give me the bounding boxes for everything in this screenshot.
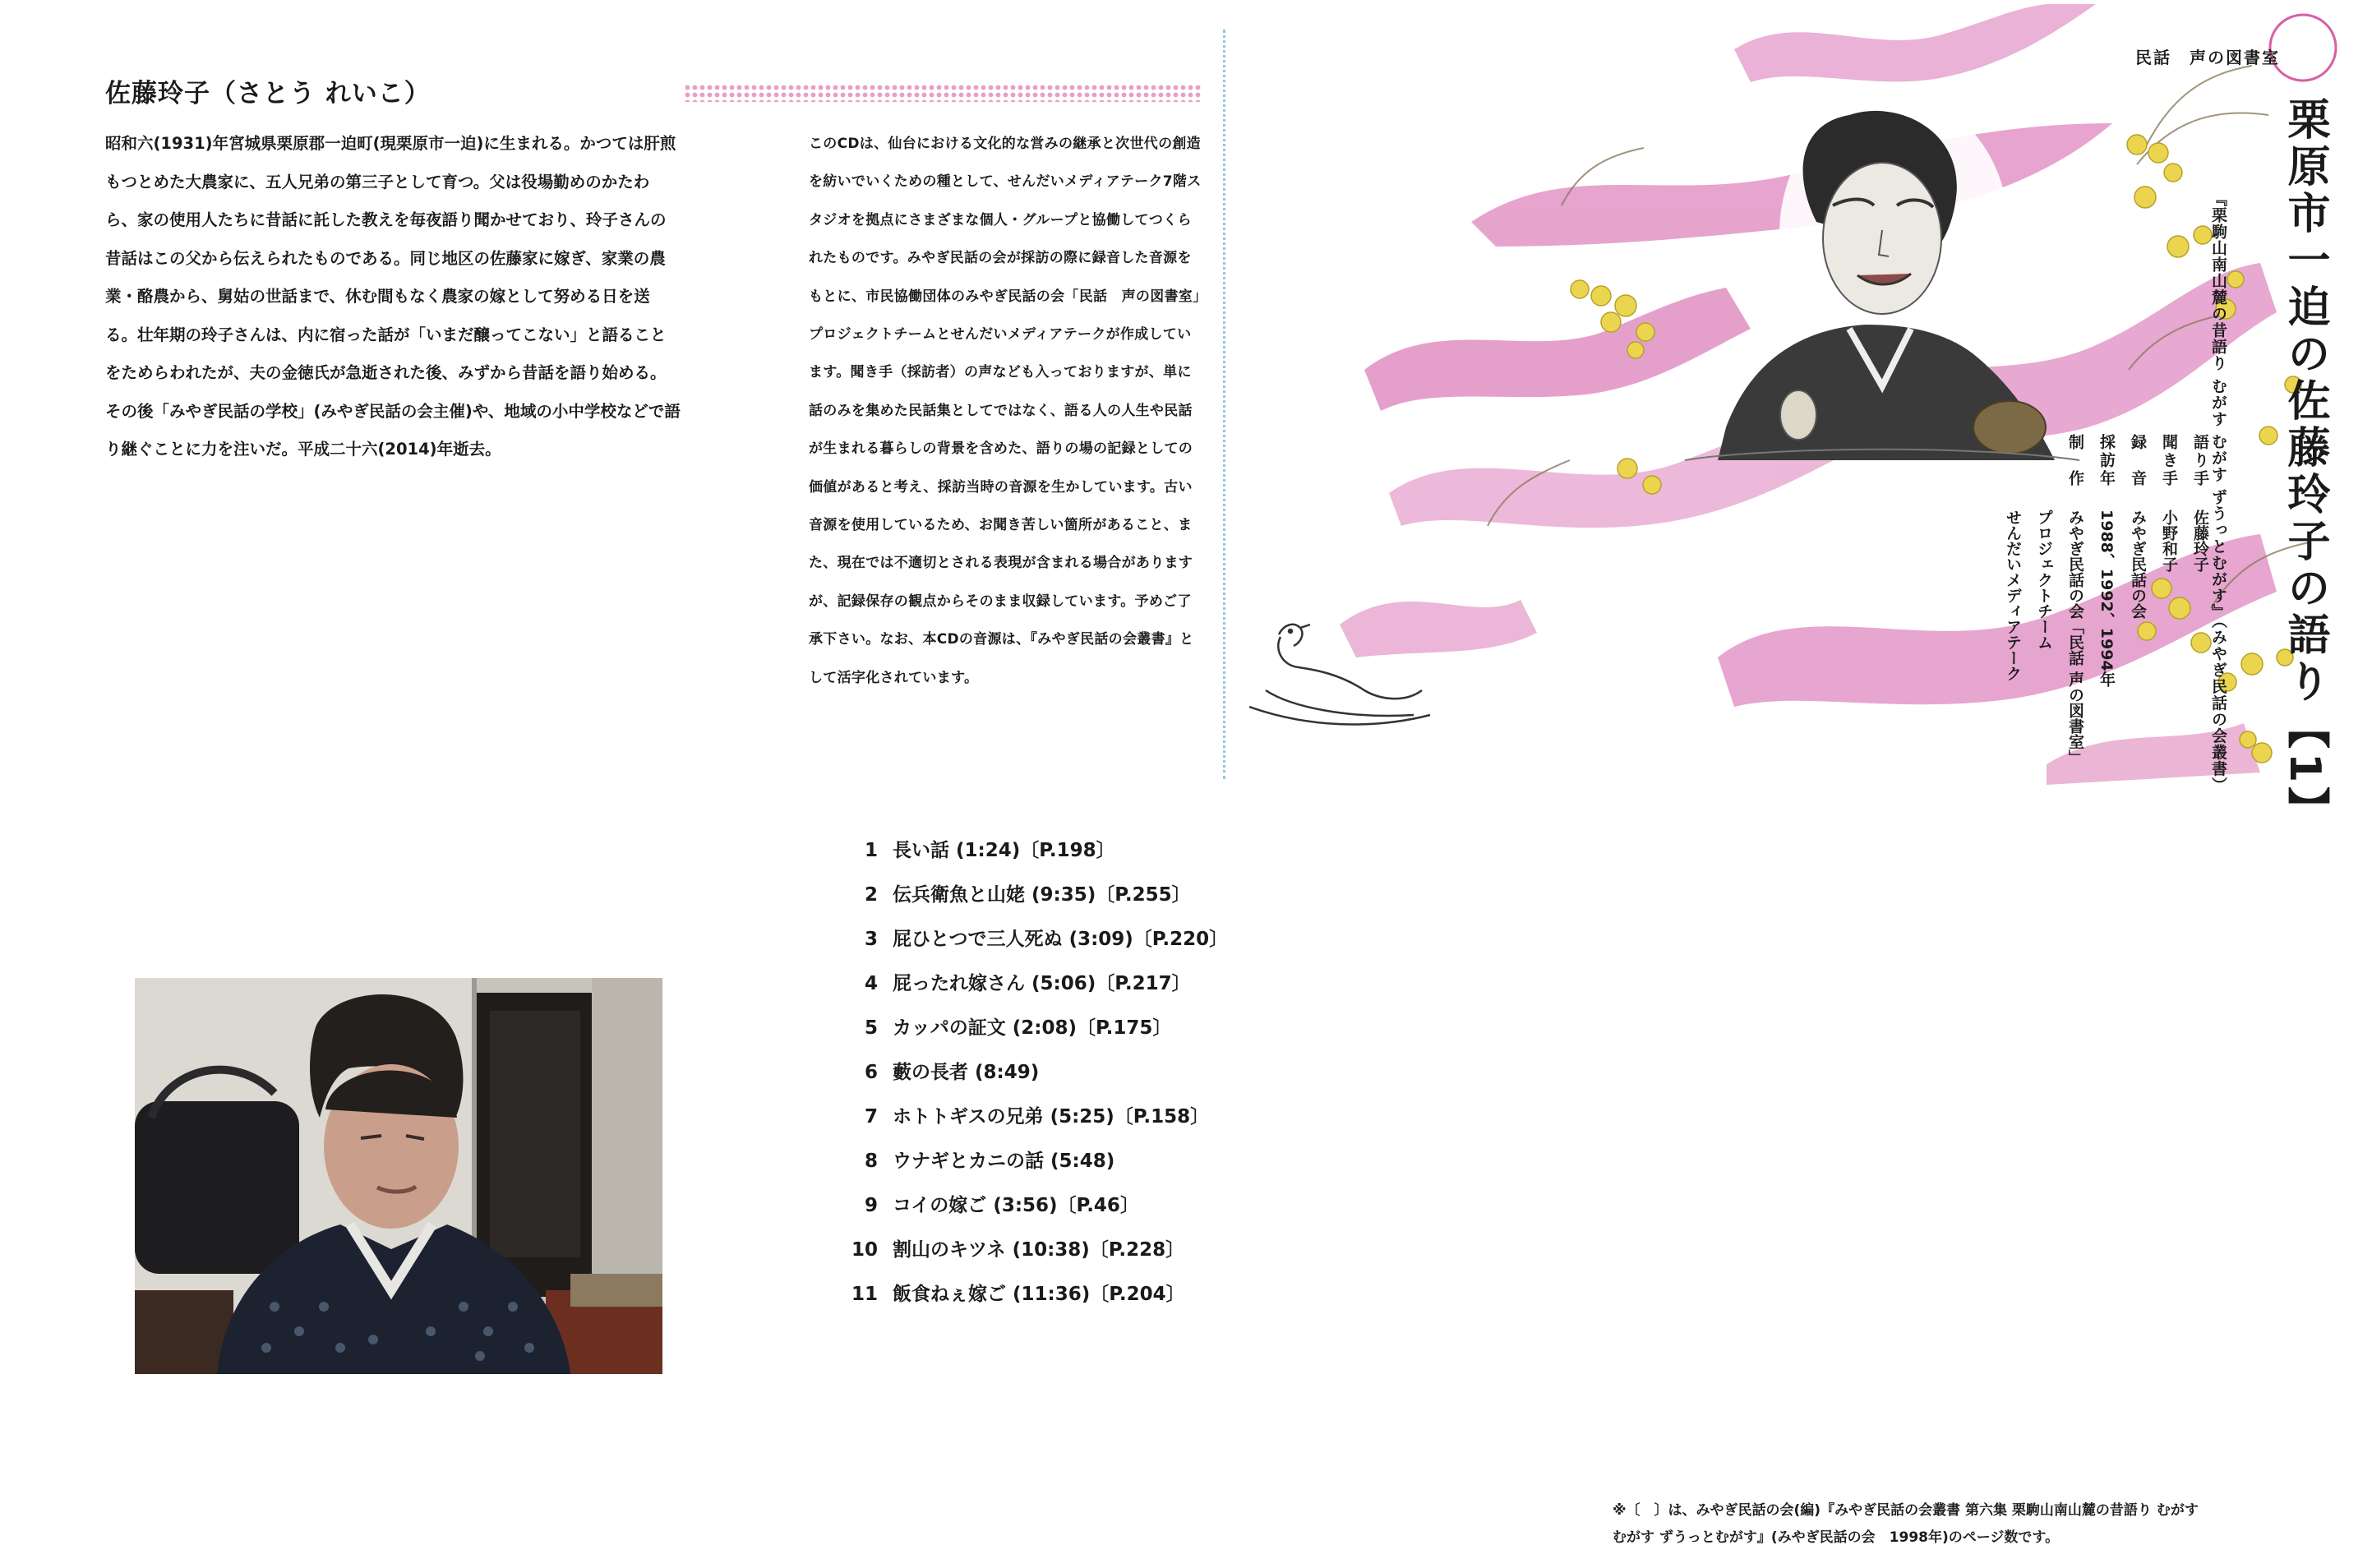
track-number: 6 [864,1062,878,1083]
credit-visit-years [2097,434,2116,765]
track-info: (8:49) [975,1062,1040,1083]
credit-role: 制 作 [2066,434,2084,488]
track-title: 藪の長者 [893,1062,968,1083]
track-title: 伝兵衛魚と山姥 [893,884,1025,906]
credit-role: 聞き手 [2160,434,2178,488]
track-item [835,968,1228,1012]
cover-source-book: 『栗駒山南山麓の昔語り むがす むがす ずうっとむがす』（みやぎ民話の会叢書） [2209,191,2227,794]
credit-value: プロジェクトチーム [2035,510,2053,650]
credit-role: 録 音 [2129,434,2147,488]
track-title: 割山のキツネ [893,1239,1006,1261]
track-number: 10 [851,1239,878,1261]
credit-value: みやぎ民話の会 [2129,510,2147,619]
track-info: (3:56)〔P.46〕 [993,1195,1139,1216]
track-info: (5:25)〔P.158〕 [1050,1106,1210,1128]
track-info: (9:35)〔P.255〕 [1031,884,1191,906]
track-title: 長い話 [893,840,949,861]
decorative-dot-bar [684,84,1202,102]
track-title: 屁ひとつで三人死ぬ [893,929,1063,950]
credit-value: 1988、1992、1994年 [2097,510,2116,687]
series-label: 民話 声の図書室 [2135,48,2280,67]
credit-narrator [2191,434,2209,765]
credit-production-line2 [2035,434,2053,765]
credit-listener [2160,434,2178,765]
track-title: 飯食ねぇ嫁ご [893,1284,1006,1305]
track-number: 3 [864,929,878,950]
track-number: 11 [851,1284,878,1305]
track-item [835,1279,1228,1323]
track-title: 屁ったれ嫁さん [893,973,1025,994]
track-item [835,924,1228,968]
volume-number: 1 [2280,753,2329,787]
track-number: 5 [864,1017,878,1039]
track-number: 7 [864,1106,878,1128]
track-info: (10:38)〔P.228〕 [1012,1239,1185,1261]
credit-role: 採訪年 [2097,434,2116,488]
cover-title [2280,97,2329,833]
track-item [835,1234,1228,1279]
track-title: コイの嫁ご [893,1195,987,1216]
track-info: (5:48) [1050,1151,1115,1172]
track-title: ウナギとカニの話 [893,1151,1044,1172]
track-info: (5:06)〔P.217〕 [1031,973,1191,994]
cd-notice-text: このCDは、仙台における文化的な営みの継承と次世代の創造を紡いでいくための種として、せんだいメディアテーク7階スタジオを拠点にさまざまな個人・グループと協働してつくられたものです。みやぎ民話の会が採訪の際に録音した音源をもとに、市民協働団体のみやぎ民話の会「民話 声の図書室」プロジェクトチームとせんだいメディアテークが作成しています。聞き手（採訪者）の声なども入っておりますが、単に話のみを集めた民話集としてではなく、語る人の人生や民話が生まれる暮らしの背景を含めた、語りの場の記録としての価値があると考え、採訪当時の音源を生かしています。古い音源を使用しているため、お聞き苦しい箇所があること、また、現在では不適切とされる表現が含まれる場合がありますが、記録保存の観点からそのまま収録しています。予めご了承下さい。なお、本CDの音源は、『みやぎ民話の会叢書』として活字化されています。 [809,136,1202,686]
track-number: 8 [864,1151,878,1172]
narrator-photo [135,978,662,1374]
volume-badge: 【1】 [2280,706,2329,834]
track-number: 1 [864,840,878,861]
track-item [835,1146,1228,1190]
track-info: (1:24)〔P.198〕 [956,840,1115,861]
storyteller-biography: 昭和六(1931)年宮城県栗原郡一迫町(現栗原市一迫)に生まれる。かつては肝煎もつとめた大農家に、五人兄弟の第三子として育つ。父は役場勤めのかたわら、家の使用人たちに昔話に託した教えを毎夜語り聞かせており、玲子さんの昔話はこの父から伝えられたものである。同じ地区の佐藤家に嫁ぎ、家業の農業・酪農から、舅姑の世話まで、休む間もなく農家の嫁として努める日を送る。壮年期の玲子さんは、内に宿った話が「いまだ醸ってこない」と語ることをためらわれたが、夫の金徳氏が急逝された後、みずから昔話を語り始める。その後「みやぎ民話の学校」(みやぎ民話の会主催)や、地域の小中学校などで語り継ぐことに力を注いだ。平成二十六(2014)年逝去。 [105,134,681,459]
track-title: カッパの証文 [893,1017,1006,1039]
track-number: 9 [864,1195,878,1216]
credit-production [2066,434,2084,765]
credit-production-line3 [2004,434,2022,765]
track-title: ホトトギスの兄弟 [893,1106,1044,1128]
track-info: (11:36)〔P.204〕 [1013,1284,1185,1305]
track-item [835,1101,1228,1146]
track-number: 4 [864,973,878,994]
track-info: (2:08)〔P.175〕 [1012,1017,1172,1039]
track-item [835,1057,1228,1101]
credit-value: せんだいメディアテーク [2004,510,2022,681]
cover-title-text: 栗原市一迫の佐藤玲子の語り [2280,97,2329,706]
credit-value: 佐藤玲子 [2191,510,2209,572]
credit-value: 小野和子 [2160,510,2178,572]
credit-recording [2129,434,2147,765]
track-info: (3:09)〔P.220〕 [1068,929,1229,950]
pink-ring-decoration [2270,15,2336,81]
track-number: 2 [864,884,878,906]
credit-value: みやぎ民話の会「民話 声の図書室」 [2066,510,2084,765]
track-item [835,835,1228,879]
track-item [835,879,1228,924]
credits-block [2004,434,2209,765]
credit-role: 語り手 [2191,434,2209,488]
track-item [835,1190,1228,1234]
track-list [835,835,1228,1323]
track-item [835,1012,1228,1057]
footnote: ※〔 〕は、みやぎ民話の会(編)『みやぎ民話の会叢書 第六集 栗駒山南山麓の昔語り むがす むがす ずうっとむがす』(みやぎ民話の会 1998年)のページ数です。 [1613,1502,2199,1546]
storyteller-name-heading: 佐藤玲子（さとう れいこ） [105,79,431,108]
